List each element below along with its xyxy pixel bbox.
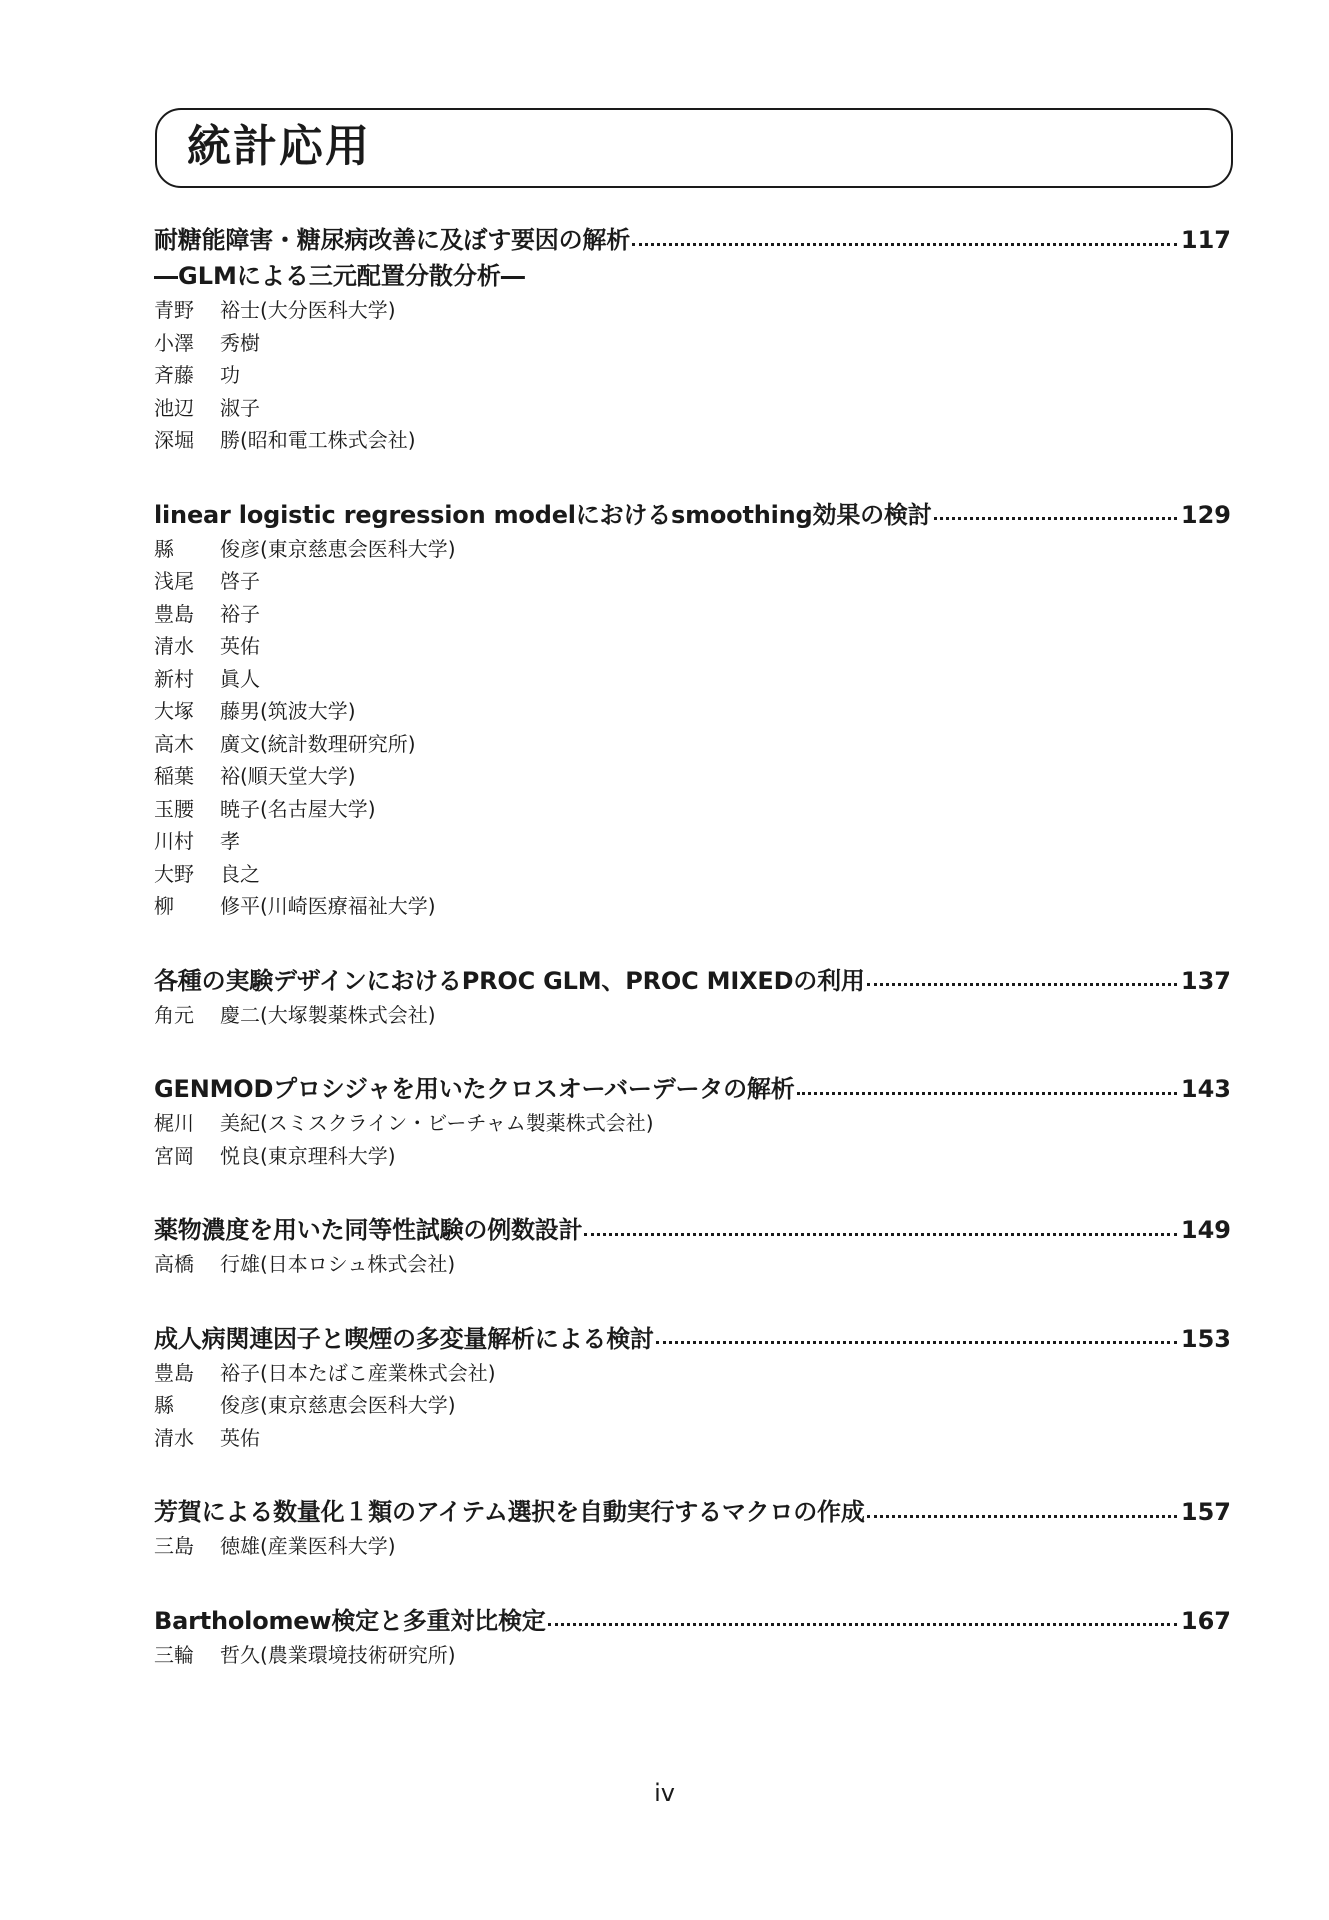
author-given-name: 英佑: [220, 634, 260, 658]
author-given-name: 徳雄: [220, 1534, 260, 1558]
toc-entry: [154, 222, 1231, 457]
author-surname: 清水: [154, 634, 194, 658]
author-affiliation: (東京慈恵会医科大学): [260, 536, 456, 561]
author-given-name: 秀樹: [220, 330, 260, 355]
author-given-name: 美紀: [220, 1111, 260, 1135]
author-given-name: 良之: [220, 861, 260, 886]
dot-leader: [867, 1515, 1177, 1518]
author-surname: 縣: [154, 536, 174, 561]
dot-leader: [548, 1623, 1177, 1626]
author-given-name: 英佑: [220, 1425, 260, 1450]
author-line: [154, 1140, 1231, 1173]
author-line: [154, 1248, 1231, 1281]
author-affiliation: (農業環境技術研究所): [260, 1642, 456, 1667]
author-affiliation: (スミスクライン・ビーチャム製薬株式会社): [260, 1111, 654, 1135]
author-line: [154, 825, 1231, 858]
author-surname: 斉藤: [154, 363, 194, 387]
author-surname: 清水: [154, 1425, 194, 1450]
author-given-name: 暁子: [220, 796, 260, 821]
author-line: [154, 359, 1231, 392]
author-given-name: 廣文: [220, 731, 260, 756]
toc-entry-title: 成人病関連因子と喫煙の多変量解析による検討: [154, 1324, 654, 1353]
author-given-name: 裕子: [220, 1360, 260, 1385]
author-given-name: 俊彦: [220, 536, 260, 561]
dot-leader: [867, 983, 1177, 986]
author-line: [154, 294, 1231, 327]
toc-entry: [154, 1071, 1231, 1172]
author-surname: 大野: [154, 861, 194, 886]
toc-entry-subtitle: ―GLMによる三元配置分散分析―: [154, 262, 525, 290]
author-line: [154, 630, 1231, 663]
toc-entry-title: linear logistic regression modelにおけるsmoothing効果の検討: [154, 500, 932, 529]
author-line: [154, 1357, 1231, 1390]
dot-leader: [934, 517, 1177, 520]
author-line: [154, 793, 1231, 826]
author-affiliation: (統計数理研究所): [260, 731, 416, 756]
table-of-contents: [154, 222, 1231, 1711]
author-line: [154, 1530, 1231, 1563]
author-line: [154, 533, 1231, 566]
toc-entry-title: Bartholomew検定と多重対比検定: [154, 1606, 546, 1635]
author-affiliation: (川崎医療福祉大学): [260, 894, 436, 918]
author-surname: 宮岡: [154, 1143, 194, 1168]
author-line: [154, 999, 1231, 1032]
author-line: [154, 424, 1231, 457]
author-affiliation: (筑波大学): [260, 699, 356, 723]
author-surname: 豊島: [154, 601, 194, 626]
author-line: [154, 598, 1231, 631]
author-surname: 新村: [154, 666, 194, 691]
author-affiliation: (大分医科大学): [260, 298, 396, 322]
author-given-name: 行雄: [220, 1252, 260, 1276]
dot-leader: [584, 1233, 1176, 1236]
toc-entry-page-number: 167: [1180, 1606, 1231, 1635]
author-surname: 深堀: [154, 428, 194, 452]
toc-entry-title-row: [154, 1603, 1231, 1639]
toc-entry-title-row: [154, 222, 1231, 258]
toc-entry-page-number: 117: [1180, 226, 1231, 254]
author-affiliation: (日本ロシュ株式会社): [260, 1252, 456, 1276]
author-affiliation: (東京慈恵会医科大学): [260, 1393, 456, 1417]
author-surname: 稲葉: [154, 764, 194, 788]
author-line: [154, 890, 1231, 923]
author-affiliation: (日本たばこ産業株式会社): [260, 1360, 496, 1385]
author-line: [154, 695, 1231, 728]
toc-entry-title-row: [154, 1212, 1231, 1248]
author-given-name: 孝: [220, 829, 240, 853]
section-header-box: [155, 108, 1233, 188]
toc-entry-title-row: [154, 963, 1231, 999]
author-line: [154, 1422, 1231, 1455]
author-surname: 川村: [154, 829, 194, 853]
author-given-name: 勝: [220, 428, 240, 452]
toc-entry-title: 耐糖能障害・糖尿病改善に及ぼす要因の解析: [154, 226, 630, 254]
toc-entry-page-number: 149: [1180, 1216, 1231, 1244]
author-given-name: 功: [220, 363, 240, 387]
author-line: [154, 1107, 1231, 1140]
author-line: [154, 760, 1231, 793]
author-surname: 三島: [154, 1534, 194, 1558]
author-affiliation: (順天堂大学): [240, 764, 356, 788]
author-affiliation: (名古屋大学): [260, 796, 376, 821]
author-affiliation: (産業医科大学): [260, 1534, 396, 1558]
toc-entry-page-number: 129: [1180, 500, 1231, 529]
author-affiliation: (東京理科大学): [260, 1143, 396, 1168]
author-given-name: 哲久: [220, 1642, 260, 1667]
author-surname: 梶川: [154, 1111, 194, 1135]
author-given-name: 淑子: [220, 395, 260, 420]
author-given-name: 裕子: [220, 601, 260, 626]
section-title: 統計応用: [187, 121, 371, 172]
author-surname: 大塚: [154, 699, 194, 723]
author-surname: 小澤: [154, 330, 194, 355]
author-surname: 豊島: [154, 1360, 194, 1385]
author-affiliation: (大塚製薬株式会社): [260, 1002, 436, 1027]
toc-entry-title: GENMODプロシジャを用いたクロスオーバーデータの解析: [154, 1075, 795, 1103]
author-given-name: 修平: [220, 894, 260, 918]
author-affiliation: (昭和電工株式会社): [240, 428, 416, 452]
author-given-name: 藤男: [220, 699, 260, 723]
dot-leader: [632, 243, 1177, 246]
author-given-name: 悦良: [220, 1143, 260, 1168]
author-surname: 柳: [154, 894, 174, 918]
toc-entry-page-number: 153: [1180, 1324, 1231, 1353]
toc-entry-title-row: [154, 497, 1231, 533]
toc-entry-page-number: 157: [1180, 1498, 1231, 1526]
toc-entry-title: 芳賀による数量化１類のアイテム選択を自動実行するマクロの作成: [154, 1498, 865, 1526]
author-surname: 浅尾: [154, 569, 194, 593]
author-line: [154, 728, 1231, 761]
author-line: [154, 663, 1231, 696]
author-given-name: 眞人: [220, 666, 260, 691]
author-surname: 青野: [154, 298, 194, 322]
author-line: [154, 1639, 1231, 1672]
author-line: [154, 858, 1231, 891]
author-given-name: 裕士: [220, 298, 260, 322]
toc-entry-title-row: [154, 1071, 1231, 1107]
toc-entry: [154, 1321, 1231, 1455]
author-given-name: 俊彦: [220, 1393, 260, 1417]
toc-entry: [154, 1494, 1231, 1563]
page-number: iv: [654, 1779, 675, 1807]
toc-entry-title: 各種の実験デザインにおけるPROC GLM、PROC MIXEDの利用: [154, 966, 865, 995]
author-line: [154, 565, 1231, 598]
author-line: [154, 327, 1231, 360]
dot-leader: [656, 1341, 1177, 1344]
author-surname: 池辺: [154, 395, 194, 420]
author-surname: 高木: [154, 731, 194, 756]
toc-entry-title: 薬物濃度を用いた同等性試験の例数設計: [154, 1216, 583, 1244]
toc-entry-page-number: 137: [1180, 966, 1231, 995]
author-surname: 縣: [154, 1393, 174, 1417]
author-given-name: 裕: [220, 764, 240, 788]
author-line: [154, 1389, 1231, 1422]
author-given-name: 慶二: [220, 1002, 260, 1027]
toc-entry: [154, 963, 1231, 1032]
author-surname: 角元: [154, 1002, 194, 1027]
toc-entry: [154, 1212, 1231, 1281]
author-surname: 高橋: [154, 1252, 194, 1276]
author-line: [154, 392, 1231, 425]
toc-entry-page-number: 143: [1180, 1075, 1231, 1103]
toc-entry: [154, 497, 1231, 923]
author-given-name: 啓子: [220, 569, 260, 593]
toc-entry: [154, 1603, 1231, 1672]
dot-leader: [797, 1092, 1177, 1095]
toc-entry-title-row: [154, 1321, 1231, 1357]
author-surname: 玉腰: [154, 796, 194, 821]
author-surname: 三輪: [154, 1642, 194, 1667]
toc-entry-title-row: [154, 1494, 1231, 1530]
